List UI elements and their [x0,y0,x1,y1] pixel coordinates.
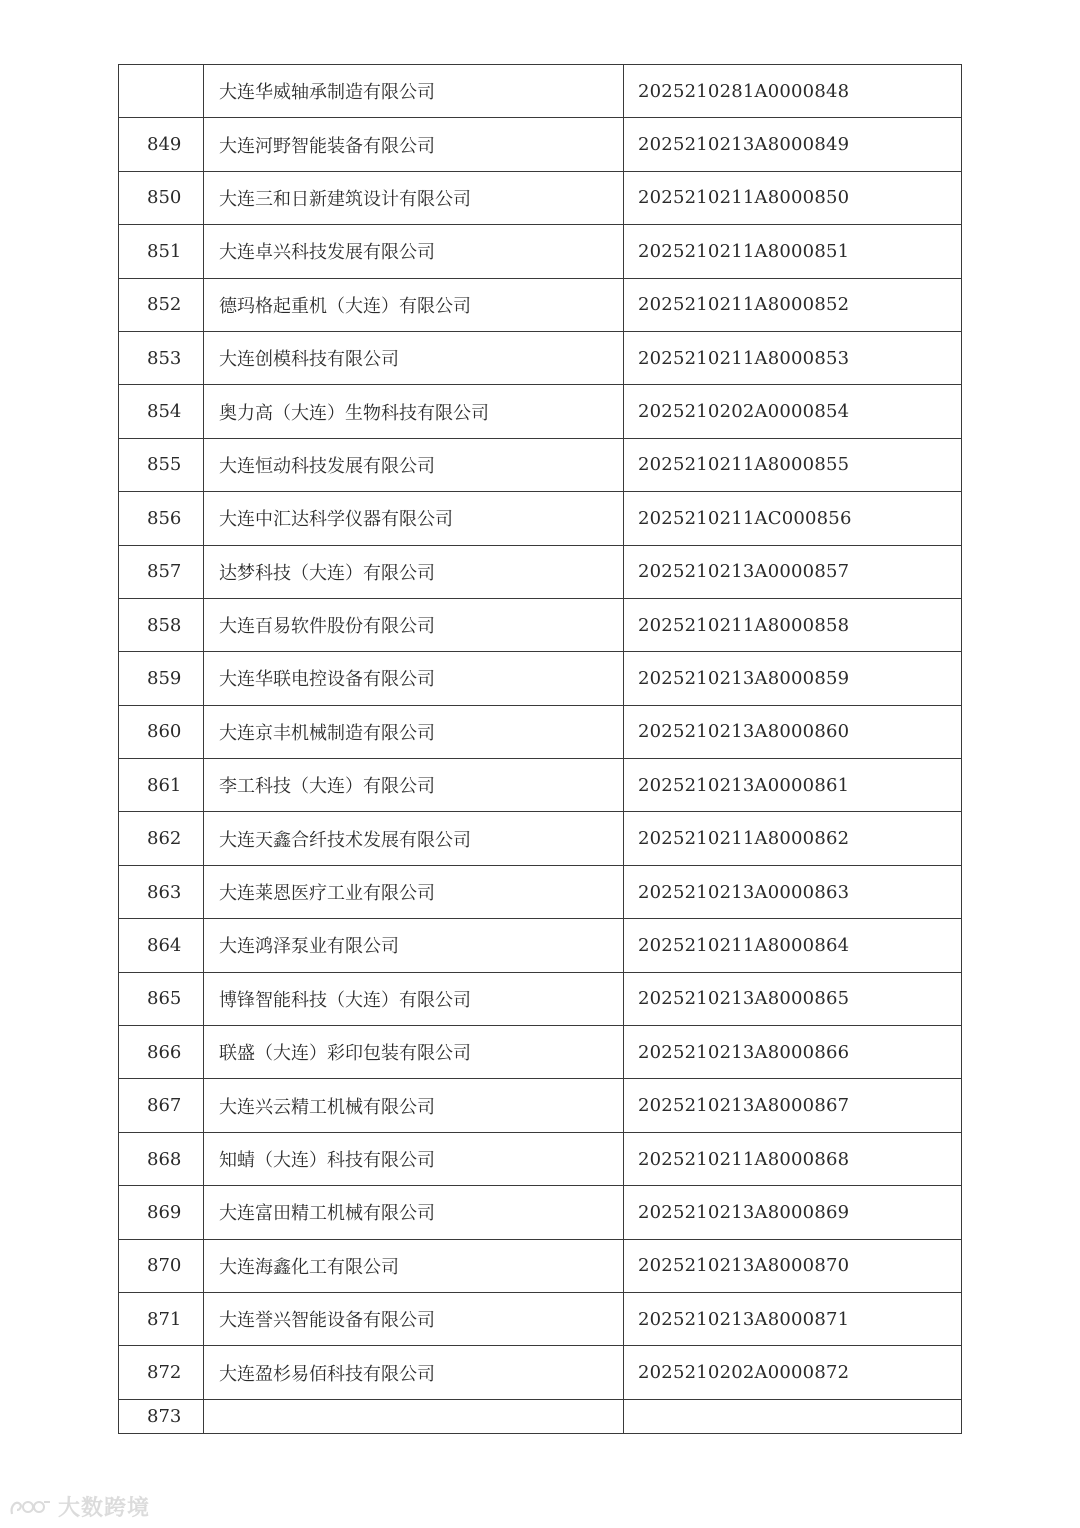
row-number-cell: 849 [119,118,204,171]
row-number-cell: 859 [119,652,204,705]
registration-code-cell: 2025210213A8000871 [624,1292,962,1345]
company-name-cell: 德玛格起重机（大连）有限公司 [204,278,624,331]
row-number-cell: 856 [119,492,204,545]
row-number-cell: 863 [119,865,204,918]
company-name-cell: 大连京丰机械制造有限公司 [204,705,624,758]
registration-code-cell: 2025210211A8000858 [624,598,962,651]
table-row [119,1186,962,1239]
row-number-cell: 867 [119,1079,204,1132]
row-number-cell: 865 [119,972,204,1025]
table-row [119,171,962,224]
registration-code-cell: 2025210213A0000861 [624,759,962,812]
company-name-cell: 大连天鑫合纤技术发展有限公司 [204,812,624,865]
table-row [119,492,962,545]
registration-code-cell: 2025210211A8000850 [624,171,962,224]
table-row [119,278,962,331]
table-row [119,1079,962,1132]
table-row [119,1026,962,1079]
registration-code-cell: 2025210213A0000863 [624,865,962,918]
table-row [119,705,962,758]
row-number-cell: 871 [119,1292,204,1345]
registration-code-cell: 2025210213A8000870 [624,1239,962,1292]
registration-code-cell: 2025210211A8000851 [624,225,962,278]
registration-code-cell: 2025210213A8000865 [624,972,962,1025]
watermark [8,1491,150,1522]
registration-code-cell: 2025210211AC000856 [624,492,962,545]
row-number-cell: 850 [119,171,204,224]
company-name-cell: 大连河野智能装备有限公司 [204,118,624,171]
registration-code-cell: 2025210211A8000864 [624,919,962,972]
company-name-cell: 大连华联电控设备有限公司 [204,652,624,705]
company-name-cell: 大连卓兴科技发展有限公司 [204,225,624,278]
company-name-cell: 大连三和日新建筑设计有限公司 [204,171,624,224]
table-row [119,1239,962,1292]
registration-code-cell: 2025210211A8000855 [624,438,962,491]
table-row [119,65,962,118]
row-number-cell: 851 [119,225,204,278]
registration-code-cell [624,1399,962,1433]
registration-code-cell: 2025210211A8000862 [624,812,962,865]
row-number-cell: 853 [119,331,204,384]
company-name-cell: 大连鸿泽泵业有限公司 [204,919,624,972]
table-row [119,1132,962,1185]
registration-code-cell: 2025210213A8000866 [624,1026,962,1079]
row-number-cell: 862 [119,812,204,865]
table-row [119,865,962,918]
table-row [119,118,962,171]
company-name-cell: 大连兴云精工机械有限公司 [204,1079,624,1132]
registration-code-cell: 2025210213A8000859 [624,652,962,705]
row-number-cell: 861 [119,759,204,812]
company-name-cell: 知蜻（大连）科技有限公司 [204,1132,624,1185]
row-number-cell: 866 [119,1026,204,1079]
row-number-cell: 854 [119,385,204,438]
table-row [119,759,962,812]
registration-code-cell: 2025210213A8000849 [624,118,962,171]
registration-code-cell: 2025210202A0000854 [624,385,962,438]
table-row [119,812,962,865]
row-number-cell: 857 [119,545,204,598]
row-number-cell: 858 [119,598,204,651]
registration-code-cell: 2025210211A8000868 [624,1132,962,1185]
table-row [119,438,962,491]
company-name-cell [204,1399,624,1433]
row-number-cell: 872 [119,1346,204,1399]
table-row [119,919,962,972]
registration-code-cell: 2025210213A0000857 [624,545,962,598]
row-number-cell: 855 [119,438,204,491]
registration-code-cell: 2025210213A8000867 [624,1079,962,1132]
table-row [119,1399,962,1433]
table-row [119,652,962,705]
table-row [119,385,962,438]
company-name-cell: 博锋智能科技（大连）有限公司 [204,972,624,1025]
company-name-cell: 大连富田精工机械有限公司 [204,1186,624,1239]
company-name-cell: 大连莱恩医疗工业有限公司 [204,865,624,918]
row-number-cell: 868 [119,1132,204,1185]
company-name-cell: 大连百易软件股份有限公司 [204,598,624,651]
company-name-cell: 大连中汇达科学仪器有限公司 [204,492,624,545]
row-number-cell: 852 [119,278,204,331]
table-row [119,1292,962,1345]
company-name-cell: 李工科技（大连）有限公司 [204,759,624,812]
brand-logo-icon [8,1496,52,1518]
watermark-text: 大数跨境 [58,1496,151,1521]
table-row [119,972,962,1025]
company-name-cell: 联盛（大连）彩印包装有限公司 [204,1026,624,1079]
registration-code-cell: 2025210211A8000853 [624,331,962,384]
company-name-cell: 大连恒动科技发展有限公司 [204,438,624,491]
registration-code-cell: 2025210213A8000869 [624,1186,962,1239]
registration-code-cell: 2025210281A0000848 [624,65,962,118]
company-name-cell: 大连华威轴承制造有限公司 [204,65,624,118]
table-row [119,1346,962,1399]
registration-code-cell: 2025210202A0000872 [624,1346,962,1399]
table-row [119,331,962,384]
row-number-cell: 864 [119,919,204,972]
company-name-cell: 大连盈杉易佰科技有限公司 [204,1346,624,1399]
company-table-body [119,65,962,1434]
table-row [119,225,962,278]
company-name-cell: 大连创模科技有限公司 [204,331,624,384]
company-name-cell: 大连誉兴智能设备有限公司 [204,1292,624,1345]
table-row [119,598,962,651]
company-name-cell: 达梦科技（大连）有限公司 [204,545,624,598]
row-number-cell: 873 [119,1399,204,1433]
row-number-cell: 860 [119,705,204,758]
company-table [118,64,962,1434]
company-name-cell: 奥力高（大连）生物科技有限公司 [204,385,624,438]
row-number-cell [119,65,204,118]
table-row [119,545,962,598]
row-number-cell: 870 [119,1239,204,1292]
registration-code-cell: 2025210213A8000860 [624,705,962,758]
company-name-cell: 大连海鑫化工有限公司 [204,1239,624,1292]
row-number-cell: 869 [119,1186,204,1239]
registration-code-cell: 2025210211A8000852 [624,278,962,331]
